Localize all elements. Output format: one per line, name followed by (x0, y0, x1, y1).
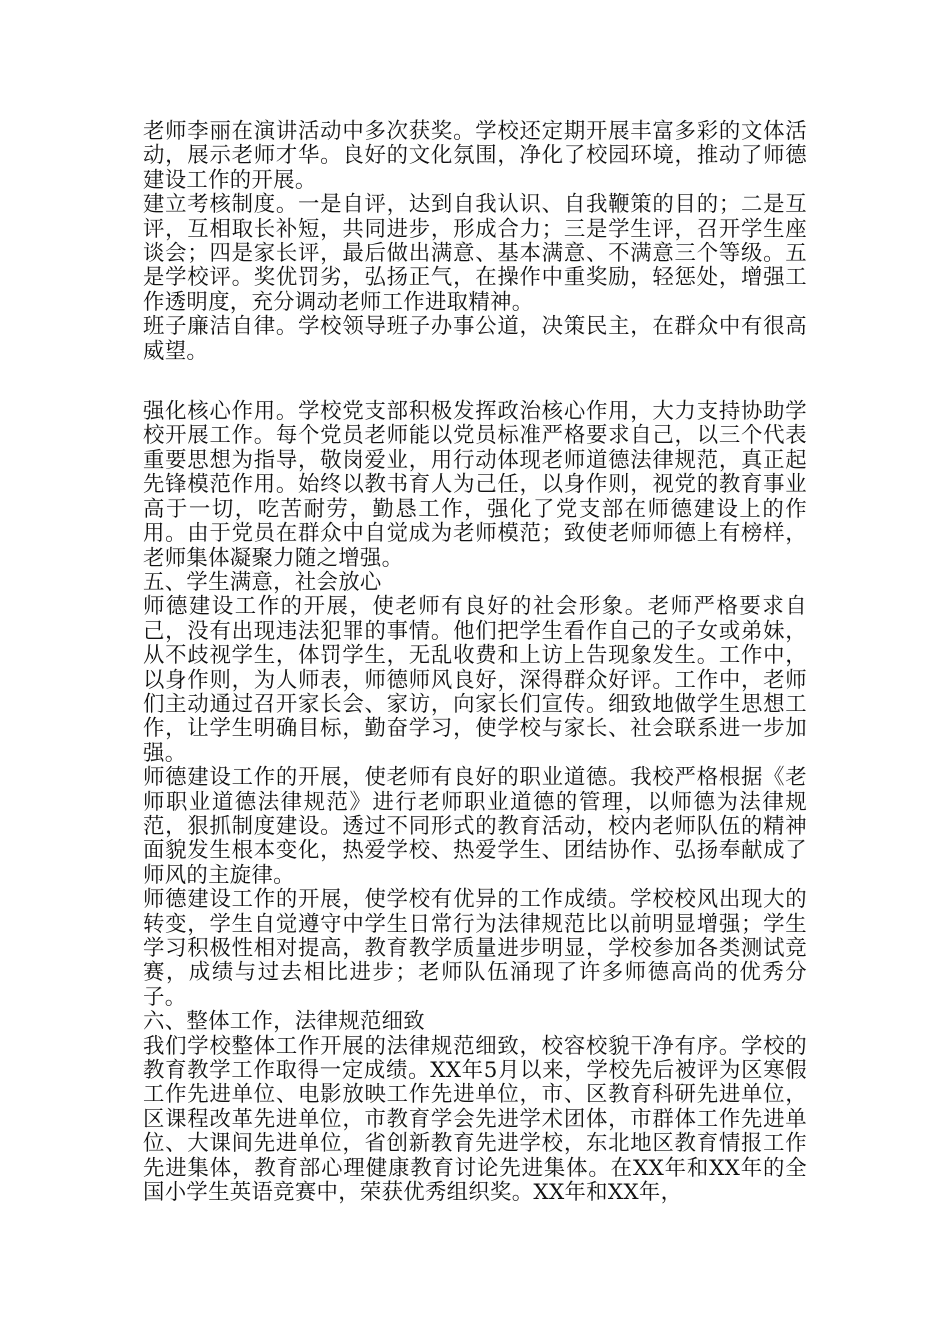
document-page (143, 120, 807, 1205)
blank-line (143, 364, 807, 400)
paragraph: 我们学校整体工作开展的法律规范细致，校容校貌干净有序。学校的教育教学工作取得一定成绩。XX年5月以来，学校先后被评为区寒假工作先进单位、电影放映工作先进单位，市、区教育科研先进单位，区课程改革先进单位，市教育学会先进学术团体，市群体工作先进单位、大课间先进单位，省创新教育先进学校，东北地区教育情报工作先进集体，教育部心理健康教育讨论先进集体。在XX年和XX年的全国小学生英语竞赛中，荣获优秀组织奖。XX年和XX年， (143, 1033, 807, 1206)
paragraph: 班子廉洁自律。学校领导班子办事公道，决策民主，在群众中有很高威望。 (143, 314, 807, 364)
paragraph: 师德建设工作的开展，使老师有良好的社会形象。老师严格要求自己，没有出现违法犯罪的事情。他们把学生看作自己的子女或弟妹，从不歧视学生，体罚学生，无乱收费和上访上告现象发生。工作中，以身作则，为人师表，师德师风良好，深得群众好评。工作中，老师们主动通过召开家长会、家访，向家长们宣传。细致地做学生思想工作，让学生明确目标，勤奋学习，使学校与家长、社会联系进一步加强。 (143, 594, 807, 766)
paragraph: 师德建设工作的开展，使老师有良好的职业道德。我校严格根据《老师职业道德法律规范》进行老师职业道德的管理，以师德为法律规范，狠抓制度建设。透过不同形式的教育活动，校内老师队伍的精神面貌发生根本变化，热爱学校、热爱学生、团结协作、弘扬奉献成了师风的主旋律。 (143, 765, 807, 888)
paragraph: 建立考核制度。一是自评，达到自我认识、自我鞭策的目的；二是互评，互相取长补短，共同进步，形成合力；三是学生评，召开学生座谈会；四是家长评，最后做出满意、基本满意、不满意三个等级。五是学校评。奖优罚劣，弘扬正气，在操作中重奖励，轻惩处，增强工作透明度，充分调动老师工作进取精神。 (143, 192, 807, 315)
paragraph: 师德建设工作的开展，使学校有优异的工作成绩。学校校风出现大的转变，学生自觉遵守中学生日常行为法律规范比以前明显增强；学生学习积极性相对提高，教育教学质量进步明显，学校参加各类测试竞赛，成绩与过去相比进步；老师队伍涌现了许多师德高尚的优秀分子。 (143, 887, 807, 1010)
paragraph: 老师李丽在演讲活动中多次获奖。学校还定期开展丰富多彩的文体活动，展示老师才华。良好的文化氛围，净化了校园环境，推动了师德建设工作的开展。 (143, 119, 807, 193)
section-heading: 五、学生满意，社会放心 (143, 569, 382, 595)
paragraph: 强化核心作用。学校党支部积极发挥政治核心作用，大力支持协助学校开展工作。每个党员老师能以党员标准严格要求自己，以三个代表重要思想为指导，敬岗爱业，用行动体现老师道德法律规范，真正起先锋模范作用。始终以教书育人为己任，以身作则，视党的教育事业高于一切，吃苦耐劳，勤恳工作，强化了党支部在师德建设上的作用。由于党员在群众中自觉成为老师模范；致使老师师德上有榜样，老师集体凝聚力随之增强。 (143, 399, 807, 571)
section-heading: 六、整体工作，法律规范细致 (143, 1009, 425, 1035)
